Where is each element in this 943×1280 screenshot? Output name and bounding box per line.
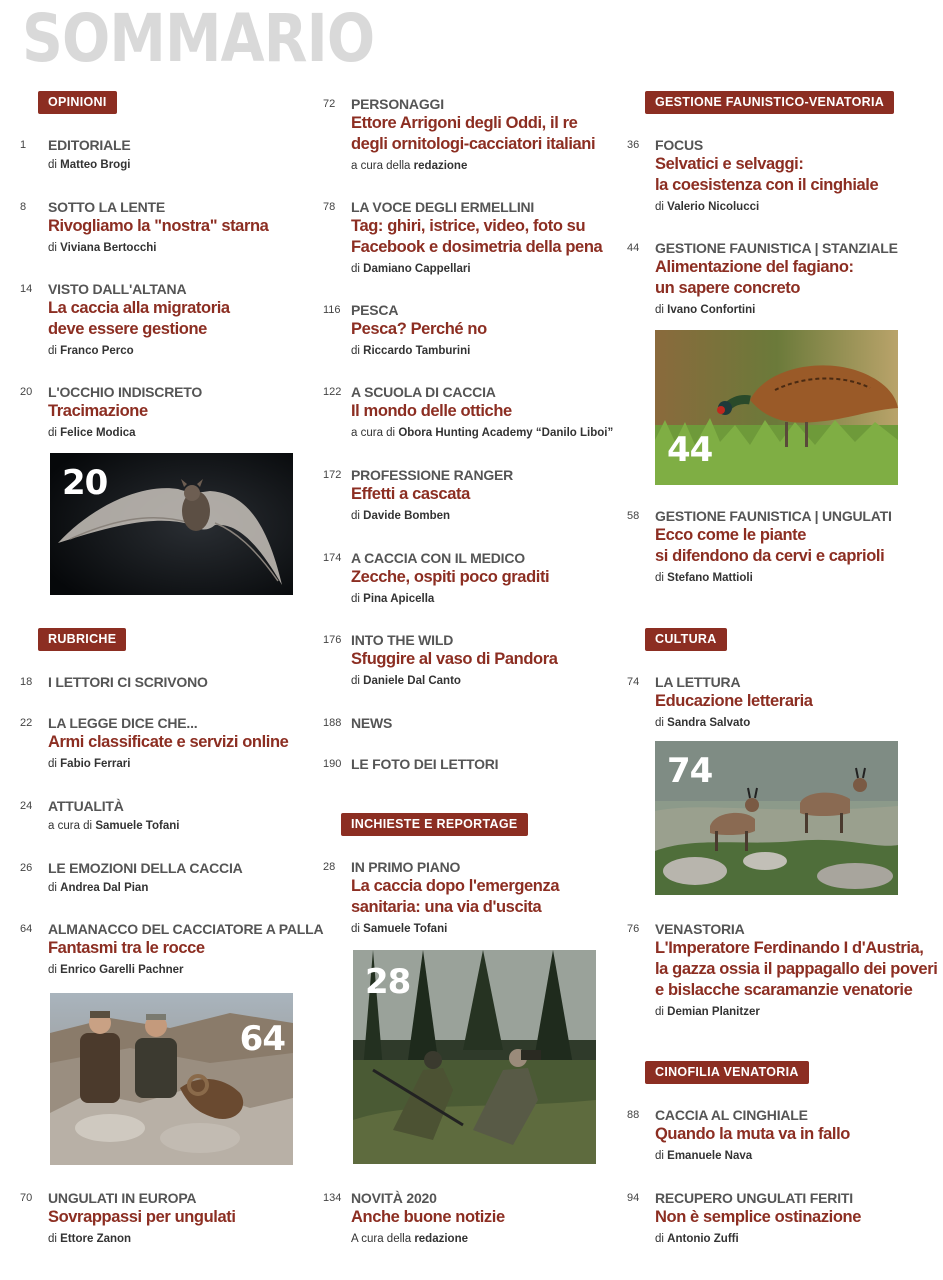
toc-entry[interactable] — [20, 797, 180, 834]
toc-entry[interactable] — [627, 136, 879, 215]
toc-entry[interactable] — [627, 1106, 850, 1164]
bat-photo — [50, 453, 293, 595]
toc-entry[interactable] — [20, 136, 131, 173]
toc-entry[interactable] — [20, 1189, 236, 1247]
category: FOCUS — [655, 137, 704, 153]
toc-entry[interactable] — [20, 920, 324, 978]
headline: L'Imperatore Ferdinando I d'Austria, — [655, 939, 924, 957]
author-line: di Franco Perco — [48, 345, 134, 357]
page-number: 22 — [20, 717, 33, 729]
category: EDITORIALE — [48, 137, 131, 153]
toc-entry[interactable] — [627, 507, 892, 586]
headline: deve essere gestione — [48, 320, 207, 338]
headline: Facebook e dosimetria della pena — [351, 238, 603, 256]
author-line: di Matteo Brogi — [48, 159, 131, 171]
headline: Alimentazione del fagiano: — [655, 258, 854, 276]
category: CACCIA AL CINGHIALE — [655, 1107, 808, 1123]
toc-entry[interactable] — [20, 673, 208, 691]
photo-page-number: 74 — [667, 751, 713, 791]
chamois-photo — [655, 741, 898, 895]
page-number: 172 — [323, 469, 342, 481]
page-number: 36 — [627, 139, 640, 151]
headline: Non è semplice ostinazione — [655, 1208, 861, 1226]
headline: la coesistenza con il cinghiale — [655, 176, 879, 194]
author-line: di Emanuele Nava — [655, 1150, 753, 1162]
category: LE EMOZIONI DELLA CACCIA — [48, 860, 243, 876]
author-line: di Samuele Tofani — [351, 923, 448, 935]
headline: Selvatici e selvaggi: — [655, 155, 804, 173]
author-line: di Fabio Ferrari — [48, 758, 131, 770]
toc-entry[interactable] — [323, 301, 487, 359]
headline: Anche buone notizie — [351, 1208, 505, 1226]
toc-entry[interactable] — [20, 280, 230, 359]
page-number: 20 — [20, 386, 33, 398]
toc-entry[interactable] — [627, 1189, 861, 1247]
headline: un sapere concreto — [655, 279, 801, 297]
headline: Sfuggire al vaso di Pandora — [351, 650, 558, 668]
photo-page-number: 28 — [365, 962, 411, 1002]
author-line: di Davide Bomben — [351, 510, 451, 522]
category: GESTIONE FAUNISTICA | UNGULATI — [655, 508, 892, 524]
headline: La caccia alla migratoria — [48, 299, 230, 317]
toc-entry[interactable] — [20, 714, 289, 772]
category: NOVITÀ 2020 — [351, 1190, 437, 1206]
category: PROFESSIONE RANGER — [351, 467, 514, 483]
category: LA LETTURA — [655, 674, 741, 690]
author-line: di Andrea Dal Pian — [48, 882, 149, 894]
page-number: 18 — [20, 676, 33, 688]
page-number: 116 — [323, 304, 341, 316]
toc-entry[interactable] — [323, 1189, 505, 1247]
page-number: 64 — [20, 923, 33, 935]
toc-entry[interactable] — [323, 549, 550, 607]
toc-entry[interactable] — [20, 383, 203, 441]
author-line: di Felice Modica — [48, 427, 136, 439]
section-gestione: GESTIONE FAUNISTICO-VENATORIA — [645, 91, 894, 114]
toc-entry[interactable] — [627, 239, 898, 318]
toc-entry[interactable] — [323, 631, 558, 689]
toc-entry[interactable] — [627, 673, 813, 731]
page-number: 88 — [627, 1109, 640, 1121]
category: IN PRIMO PIANO — [351, 859, 461, 875]
category: I LETTORI CI SCRIVONO — [48, 674, 208, 690]
headline: Il mondo delle ottiche — [351, 402, 512, 420]
toc-entry[interactable] — [323, 198, 603, 277]
author-line: di Sandra Salvato — [655, 717, 751, 729]
author-line: a cura di Samuele Tofani — [48, 820, 180, 832]
toc-entry[interactable] — [323, 858, 560, 937]
page-number: 14 — [20, 283, 33, 295]
page-number: 176 — [323, 634, 342, 646]
category: VISTO DALL'ALTANA — [48, 281, 187, 297]
page-number: 70 — [20, 1192, 33, 1204]
author-line: di Valerio Nicolucci — [655, 201, 760, 213]
category: A CACCIA CON IL MEDICO — [351, 550, 525, 566]
pheasant-photo — [655, 330, 898, 485]
page-number: 122 — [323, 386, 342, 398]
headline: Quando la muta va in fallo — [655, 1125, 850, 1143]
headline: Tracimazione — [48, 402, 148, 420]
toc-entry[interactable] — [627, 920, 938, 1020]
section-rubriche: RUBRICHE — [38, 628, 126, 651]
forest-hunters-photo — [353, 950, 596, 1164]
section-cultura: CULTURA — [645, 628, 727, 651]
headline: Effetti a cascata — [351, 485, 470, 503]
author-line: di Pina Apicella — [351, 593, 435, 605]
page-number: 134 — [323, 1192, 342, 1204]
toc-entry[interactable] — [323, 95, 596, 174]
category: NEWS — [351, 715, 393, 731]
category: RECUPERO UNGULATI FERITI — [655, 1190, 853, 1206]
author-line: a cura della redazione — [351, 160, 468, 172]
page-number: 1 — [20, 139, 27, 151]
category: ATTUALITÀ — [48, 798, 124, 814]
category: ALMANACCO DEL CACCIATORE A PALLA — [48, 921, 324, 937]
headline: Rivogliamo la "nostra" starna — [48, 217, 269, 235]
headline: Ettore Arrigoni degli Oddi, il re — [351, 114, 578, 132]
headline: sanitaria: una via d'uscita — [351, 898, 542, 916]
page-number: 188 — [323, 717, 342, 729]
author-line: di Demian Planitzer — [655, 1006, 760, 1018]
author-line: A cura della redazione — [351, 1233, 468, 1245]
page-number: 44 — [627, 242, 640, 254]
page-number: 28 — [323, 861, 336, 873]
author-line: a cura di Obora Hunting Academy “Danilo Liboi” — [351, 427, 614, 439]
category: GESTIONE FAUNISTICA | STANZIALE — [655, 240, 898, 256]
page-number: 190 — [323, 758, 342, 770]
toc-entry[interactable] — [20, 859, 243, 896]
category: VENASTORIA — [655, 921, 745, 937]
category: SOTTO LA LENTE — [48, 199, 165, 215]
headline: Ecco come le piante — [655, 526, 807, 544]
author-line: di Enrico Garelli Pachner — [48, 964, 184, 976]
section-cinofilia: CINOFILIA VENATORIA — [645, 1061, 809, 1084]
toc-entry[interactable] — [323, 755, 499, 773]
toc-entry[interactable] — [323, 466, 514, 524]
toc-entry[interactable] — [323, 383, 614, 441]
toc-entry[interactable] — [323, 714, 393, 732]
headline: la gazza ossia il pappagallo dei poveri — [655, 960, 938, 978]
page-number: 26 — [20, 862, 33, 874]
page-number: 174 — [323, 552, 342, 564]
headline: Tag: ghiri, istrice, video, foto su — [351, 217, 586, 235]
author-line: di Daniele Dal Canto — [351, 675, 461, 687]
author-line: di Viviana Bertocchi — [48, 242, 157, 254]
headline: Sovrappassi per ungulati — [48, 1208, 236, 1226]
headline: Fantasmi tra le rocce — [48, 939, 205, 957]
page-number: 94 — [627, 1192, 640, 1204]
photo-page-number: 64 — [239, 1019, 285, 1059]
headline: degli ornitologi-cacciatori italiani — [351, 135, 596, 153]
author-line: di Stefano Mattioli — [655, 572, 753, 584]
author-line: di Ivano Confortini — [655, 304, 756, 316]
author-line: di Damiano Cappellari — [351, 263, 471, 275]
category: LA VOCE DEGLI ERMELLINI — [351, 199, 535, 215]
author-line: di Antonio Zuffi — [655, 1233, 739, 1245]
category: PERSONAGGI — [351, 96, 444, 112]
page-number: 24 — [20, 800, 33, 812]
headline: e bislacche scaramanzie venatorie — [655, 981, 913, 999]
headline: Armi classificate e servizi online — [48, 733, 289, 751]
photo-page-number: 44 — [667, 430, 713, 470]
author-line: di Riccardo Tamburini — [351, 345, 471, 357]
headline: La caccia dopo l'emergenza — [351, 877, 560, 895]
headline: Zecche, ospiti poco graditi — [351, 568, 550, 586]
section-inchieste: INCHIESTE E REPORTAGE — [341, 813, 528, 836]
category: INTO THE WILD — [351, 632, 454, 648]
page-number: 78 — [323, 201, 336, 213]
category: L'OCCHIO INDISCRETO — [48, 384, 203, 400]
page-number: 58 — [627, 510, 640, 522]
category: LE FOTO DEI LETTORI — [351, 756, 499, 772]
page-number: 8 — [20, 201, 27, 213]
author-line: di Ettore Zanon — [48, 1233, 132, 1245]
section-opinioni: OPINIONI — [38, 91, 117, 114]
page-number: 74 — [627, 676, 640, 688]
category: PESCA — [351, 302, 399, 318]
page-number: 76 — [627, 923, 640, 935]
page-number: 72 — [323, 98, 336, 110]
toc-entry[interactable] — [20, 198, 269, 256]
headline: Pesca? Perché no — [351, 320, 487, 338]
category: A SCUOLA DI CACCIA — [351, 384, 496, 400]
headline: si difendono da cervi e caprioli — [655, 547, 885, 565]
hunters-photo — [50, 993, 293, 1165]
headline: Educazione letteraria — [655, 692, 813, 710]
page-title: SOMMARIO — [22, 0, 375, 77]
photo-page-number: 20 — [62, 463, 108, 503]
category: LA LEGGE DICE CHE... — [48, 715, 198, 731]
category: UNGULATI IN EUROPA — [48, 1190, 197, 1206]
